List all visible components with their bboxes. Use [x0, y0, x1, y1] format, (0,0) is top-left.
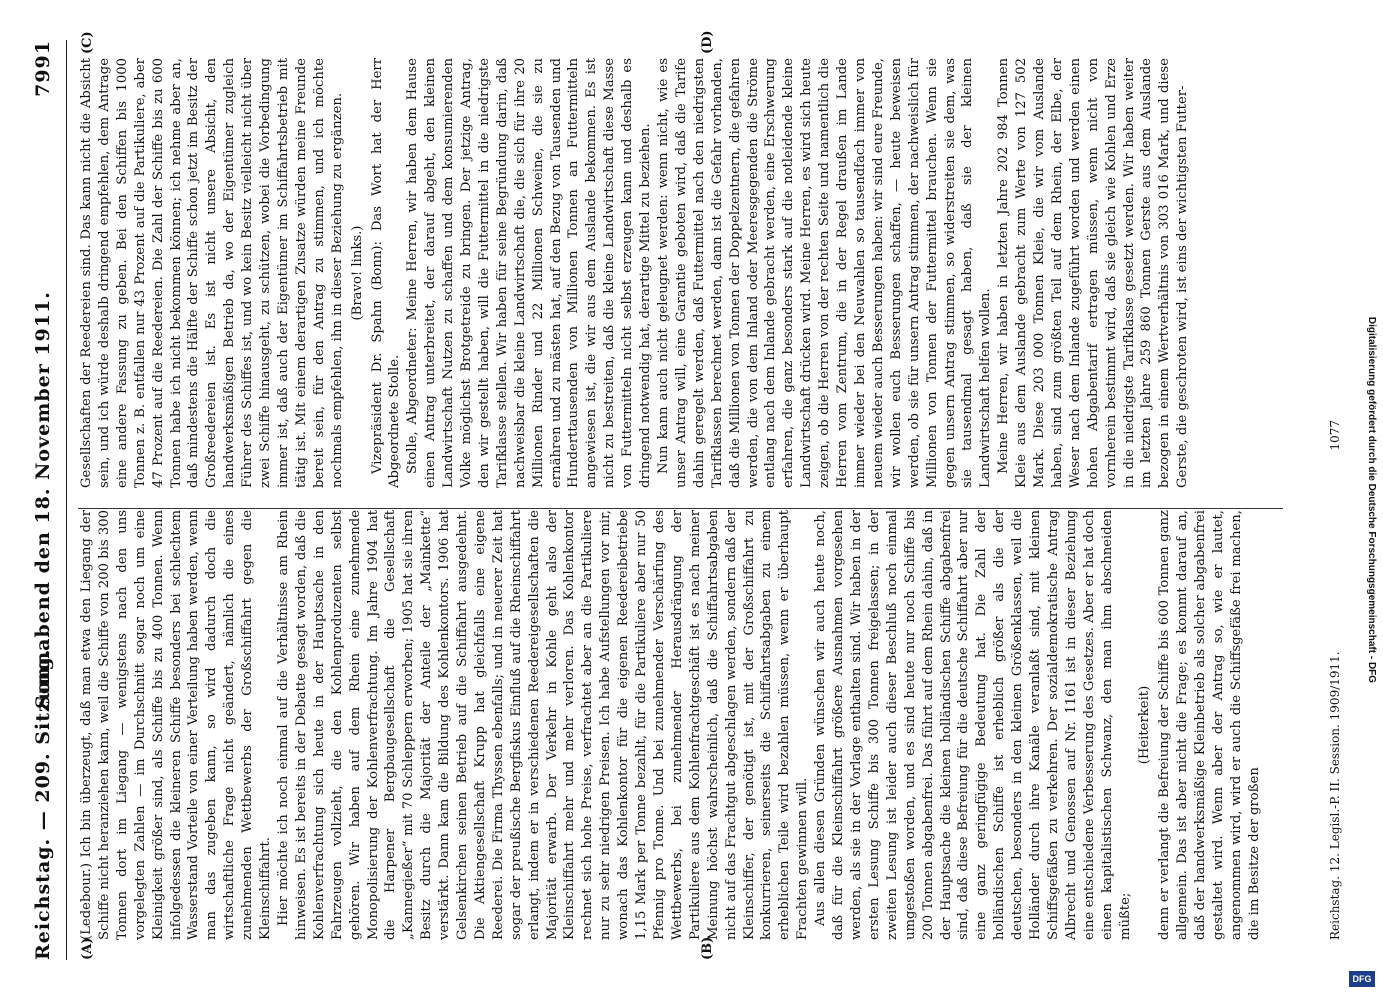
- paragraph: Nun kann auch nicht geleugnet werden: wenn nicht, wie es unser Antrag will, eine Garantie geboten wird, daß die Tarife dahin geregelt werden, daß Futtermittel nach den niedrigsten Tarifklassen berechnet werden, dann ist die Gefahr vorhanden, daß die Millionen von Tonnen der Doppelzentnern, die gefahren werden, die von dem Inland oder Meeresgegenden die Ströme entlang nach dem Inlande gebracht werden, eine Erschwerung erfahren, die ganz besonders stark auf die notleidende kleine Landwirtschaft drücken wird. Meine Herren, es wird sich heute zeigen, ob die Herren von der rechten Seite und namentlich die Herren vom Zentrum, die in der Regel draußen im Lande immer wieder bei den Neuwahlen so tausendfach immer von neuem wieder auch Besserungen haben: wir sind eure Freunde, wir wollen euch Besserungen schaffen, — heute beweisen werden, ob sie für unsern Antrag stimmen, der nachweislich für Millionen von Tonnen der Futtermittel brauchen. Wenn sie gegen unsern Antrag stimmen, so widerstreiten sie dem, was sie tausendmal gesagt haben, daß sie der kleinen Landwirtschaft helfen wollen.: [656, 58, 994, 488]
- page-number: 7991: [32, 40, 54, 97]
- dfg-logo: DFG: [1349, 971, 1375, 987]
- paragraph: Stolle, Abgeordneter: Meine Herren, wir haben dem Hause einen Antrag unterbreitet, der darauf abgeht, den kleinen Landwirtschaft Nutzen zu schaffen und dem konsumierenden Volke möglichst Brotgetreide zu bringen. Der jetzige Antrag, den wir gestellt haben, will die Futtermittel in die niedrigste Tarifklasse stellen. Wir haben für seine Begründung darin, daß nachweisbar die kleine Landwirtschaft die, die sich für ihre 20 Millionen Rinder und 22 Millionen Schweine, die sie zu ernähren und zu mästen hat, auf den Bezug von Tausenden und Hunderttausenden von Millionen Tonnen an Futtermitteln angewiesen ist, die wir aus dem Auslande bekommen. Es ist nicht zu bestreiten, daß die kleine Landwirtschaft diese Masse von Futtermitteln nicht selbst erzeugen kann und deshalb es dringend notwendig hat, derartige Mittel zu beziehen.: [405, 58, 654, 488]
- interjection: (Bravo! links.): [349, 225, 365, 321]
- text-column-right: [78, 58, 1283, 488]
- paragraph: Meine Herren, wir haben in letzten Jahre 202 984 Tonnen Kleie aus dem Auslande gebracht zum Werte von 127 502 Mark. Diese 203 000 Tonnen Kleie, die wir vom Auslande haben, sind zum größten Teil auf dem Rhein, der Elbe, der Weser nach dem Inlande zugeführt worden und werden einen hohen Abgabentarif ertragen müssen, wenn nicht von vornherein bestimmt wird, daß sie gleich wie Kohlen und Erze in die niedrigste Tarifklasse gesetzt werden. Wir haben weiter im letzten Jahre 259 860 Tonnen Gerste aus dem Auslande bezogen in einem Wertverhältnis von 303 016 Mark, und diese Gerste, die geschroten wird, ist eins der wichtigsten Futter-: [996, 58, 1191, 488]
- page-header: [26, 40, 67, 960]
- side-credit: [1365, 30, 1379, 970]
- paragraph: Gesellschaften der Reedereien sind. Das kann nicht die Absicht sein, und ich würde deshalb dringend empfehlen, dem Antrage eine andere Fassung zu geben. Bei den Schiffen bis 1000 Tonnen z. B. entfallen nur 43 Prozent auf die Partikuliere, aber 47 Prozent auf die Reedereien. Die Zahl der Schiffe bis zu 600 Tonnen habe ich nicht bekommen können; ich nehme aber an, daß mindestens die Hälfte der Schiffe schon jetzt im Besitz der Großreedereien ist. Es ist nicht unsere Absicht, den handwerksmäßigen Betrieb da, wo der Eigentümer zugleich Führer des Schiffes ist, und wo kein Besitz vielleicht nicht über zwei Schiffe hinausgeht, zu schützen, wobei die Vorbedingung immer ist, daß auch der Eigentümer im Schiffahrtsbetrieb mit tätig ist. Mit einem derartigen Zusatze würden meine Freunde bereit sein, für den Antrag zu stimmen, und ich möchte nochmals empfehlen, ihn in dieser Beziehung zu ergänzen.: [79, 58, 345, 488]
- footer-session: Reichstag. 12. Legisl.-P. II. Session. 1909/1911.: [1328, 651, 1342, 940]
- paragraph: denn er verlangt die Befreiung der Schiffe bis 600 Tonnen ganz allgemein. Das ist aber nicht die Frage; es kommt darauf an, daß der handwerksmäßige Kleinbetrieb als solcher abgabenfrei gestaltet wird. Wenn aber der Antrag so, wie er lautet, angenommen wird, wird er auch die Schiffsgefäße frei machen, die im Besitze der großen: [1157, 510, 1262, 940]
- paragraph: Aus allen diesen Gründen wünschen wir auch heute noch, daß für die Kleinschiffahrt größere Ausnahmen vorgesehen werden, als sie in der Vorlage enthalten sind. Wir haben in der ersten Lesung Schiffe bis 300 Tonnen freigelassen; in der zweiten Lesung ist leider auch dieser Beschluß noch einmal umgestoßen worden, und es sind heute nur noch Schiffe bis 200 Tonnen abgabenfrei. Das führt auf dem Rhein dahin, daß in der Hauptsache die kleinen holländischen Schiffe abgabenfrei sind, daß diese Befreiung für die deutsche Schiffahrt aber nur eine ganz geringfügige Bedeutung hat. Die Zahl der holländischen Schiffe ist erheblich größer als die der deutschen, besonders in den kleinen Größenklassen, weil die Holländer durch ihre Kanäle veranlaßt sind, mit kleinen Schiffsgefäßen zu verkehren. Der sozialdemokratische Antrag Albrecht und Genossen auf Nr. 1161 ist in dieser Beziehung eine entschiedene Verbesserung des Gesetzes. Aber er hat doch einen kapitalistischen Schwanz, den man ihm abschneiden müßte;: [813, 510, 1133, 940]
- margin-marker-a: (A): [80, 937, 95, 960]
- footer-page-number: 1077: [1328, 420, 1342, 451]
- margin-marker-b: (B): [700, 936, 715, 960]
- column-divider: [78, 508, 1283, 509]
- digitization-note: Digitalisierung gefördert durch die Deutsche Forschungsgemeinschaft - DFG: [1366, 316, 1377, 684]
- margin-marker-d: (D): [700, 30, 715, 54]
- header-date: Sonnabend den 18. November 1911.: [32, 291, 54, 709]
- text-column-left: [78, 510, 1283, 940]
- interjection: (Heiterkeit): [1137, 685, 1153, 765]
- header-left: Reichstag. — 209. Sitzung.: [32, 648, 54, 960]
- paragraph: (Ledebour.) Ich bin überzeugt, daß man etwa den Liegang der Schiffe nicht heranziehen kann, weil die Schiffe von 200 bis 300 Tonnen dort im Liegang — wenigstens nach den uns vorgelegten Zahlen — im Durchschnitt sogar noch um eine Kleinigkeit größer sind, als Schiffe bis zu 400 Tonnen. Wenn infolgedessen die kleineren Schiffe besonders bei schlechtem Wasserstand Vorteile von einer Verteilung haben werden, wenn man das zugeben kann, so wird dadurch doch die wirtschaftliche Frage nicht geändert, nämlich die eines zunehmenden Wettbewerbs der Großschiffahrt gegen die Kleinschiffahrt.: [79, 510, 274, 940]
- paragraph: Hier möchte ich noch einmal auf die Verhältnisse am Rhein hinweisen. Es ist bereits in der Debatte gesagt worden, daß die Kohlenverfrachtung sich heute in der Hauptsache in den Fahrzeugen vollzieht, die den Kohlenproduzenten selbst gehören. Wir haben auf dem Rhein eine zunehmende Monopolisierung der Kohlenverfrachtung. Im Jahre 1904 hat die Harpener Bergbaugesellschaft die Gesellschaft „Kannegießer“ mit 70 Schleppern erworben; 1905 hat sie ihren Besitz durch die Majorität der Anteile der „Mainkette“ verstärkt. Dann kam die Bildung des Kohlenkontors. 1906 hat Gelsenkirchen seinen Betrieb auf die Schiffahrt ausgedehnt. Die Aktiengesellschaft Krupp hat gleichfalls eine eigene Reederei. Die Firma Thyssen ebenfalls; und in neuerer Zeit hat sogar der preußische Bergfiskus Einfluß auf die Rheinschiffahrt erlangt, indem er in verschiedenen Reedereigesellschaften die Majorität erwarb. Der Verkehr in Kohle geht also der Kleinschiffahrt mehr und mehr verloren. Das Kohlenkontor rechnet sich hohe Preise, verfrachtet aber an die Partikuliere nur zu sehr niedrigen Preisen. Ich habe Aufstellungen vor mir, wonach das Kohlenkontor für die eigenen Reedereibetriebe 1,15 Mark per Tonne bezahlt, für die Partikuliere aber nur 50 Pfennig pro Tonne. Und bei zunehmender Verschärfung des Wettbewerbs, bei zunehmender Herausdrängung der Partikuliere aus dem Kohlenfrachtgeschäft ist es nach meiner Meinung höchst wahrscheinlich, daß die Schiffahrtsabgaben nicht auf das Frachtgut abgeschlagen werden, sondern daß der Kleinschiffer, der genötigt ist, mit der Großschiffahrt zu konkurrieren, seinerseits die Schiffahrtsabgaben zu einem erheblichen Teile wird bezahlen müssen, wenn er überhaupt Frachten gewinnen will.: [275, 510, 811, 940]
- paragraph: Vizepräsident Dr. Spahn (Bonn): Das Wort hat der Herr Abgeordnete Stolle.: [369, 58, 403, 488]
- margin-marker-c: (C): [80, 31, 95, 54]
